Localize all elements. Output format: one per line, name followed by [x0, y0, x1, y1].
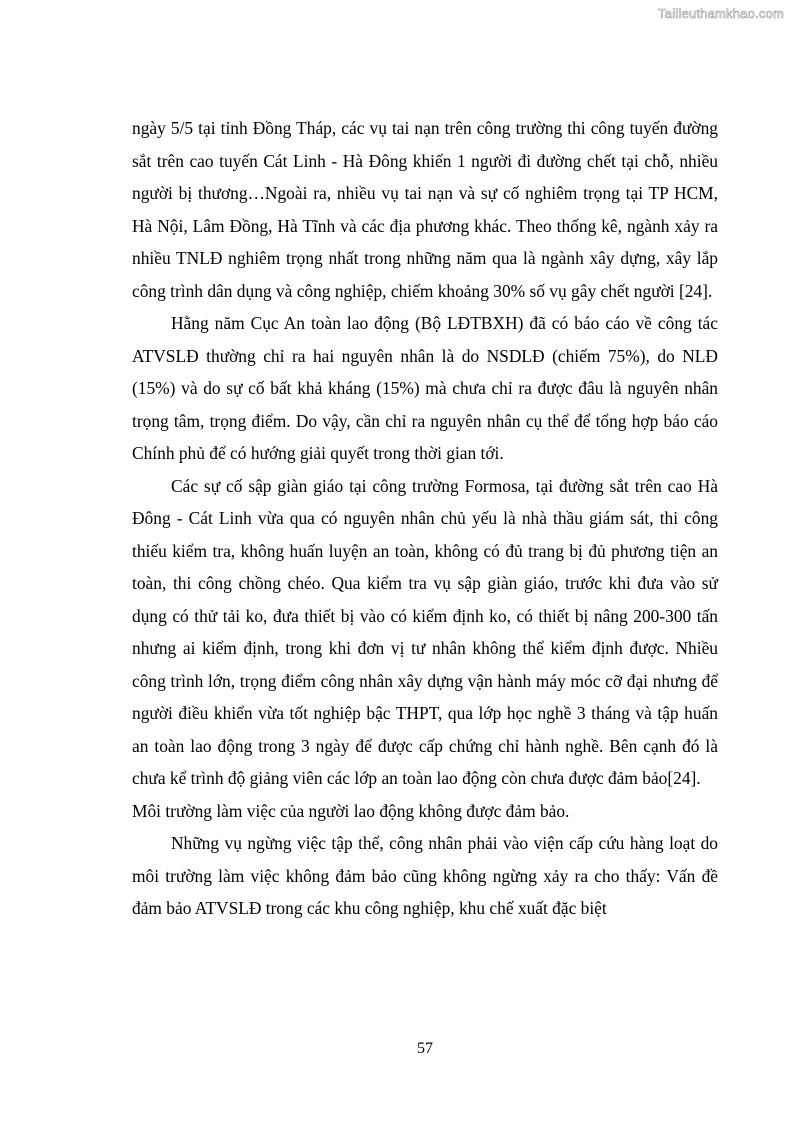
- paragraph-continuation: ngày 5/5 tại tỉnh Đồng Tháp, các vụ tai nạn trên công trường thi công tuyến đường sắt trên cao tuyến Cát Linh - Hà Đông khiến 1 người đi đường chết tại chỗ, nhiều người bị thương…Ngoài ra, nhiều vụ tai nạn và sự cố nghiêm trọng tại TP HCM, Hà Nội, Lâm Đồng, Hà Tĩnh và các địa phương khác. Theo thống kê, ngành xảy ra nhiều TNLĐ nghiêm trọng nhất trong những năm qua là ngành xây dựng, xây lắp công trình dân dụng và công nghiệp, chiếm khoảng 30% số vụ gây chết người [24].: [132, 118, 718, 301]
- page-number: 57: [417, 1040, 433, 1057]
- paragraph-scaffold-incidents: Các sự cố sập giàn giáo tại công trường Formosa, tại đường sắt trên cao Hà Đông - Cát Linh vừa qua có nguyên nhân chủ yếu là nhà thầu giám sát, thi công thiếu kiểm tra, không huấn luyện an toàn, không có đủ trang bị đủ phương tiện an toàn, thi công chồng chéo. Qua kiểm tra vụ sập giàn giáo, trước khi đưa vào sử dụng có thử tải ko, đưa thiết bị vào có kiểm định ko, có thiết bị nâng 200-300 tấn nhưng ai kiểm định, trong khi đơn vị tư nhân không thể kiểm định được. Nhiều công trình lớn, trọng điểm công nhân xây dựng vận hành máy móc cỡ đại nhưng để người điều khiển vừa tốt nghiệp bậc THPT, qua lớp học nghề 3 tháng và tập huấn an toàn lao động trong 3 ngày để được cấp chứng chỉ hành nghề. Bên cạnh đó là chưa kể trình độ giảng viên các lớp an toàn lao động còn chưa được đảm bảo[24].: [132, 475, 718, 788]
- paragraph-work-stoppages: Những vụ ngừng việc tập thể, công nhân phải vào viện cấp cứu hàng loạt do môi trường làm việc không đảm bảo cũng không ngừng xảy ra cho thấy: Vấn đề đảm bảo ATVSLĐ trong các khu công nghiệp, khu chế xuất đặc biệt: [132, 833, 718, 918]
- watermark-text: Tailieuthamkhao.com: [658, 6, 784, 21]
- document-body: [132, 112, 718, 925]
- paragraph-annual-report: Hằng năm Cục An toàn lao động (Bộ LĐTBXH) đã có báo cáo về công tác ATVSLĐ thường chỉ ra hai nguyên nhân là do NSDLĐ (chiếm 75%), do NLĐ (15%) và do sự cố bất khả kháng (15%) mà chưa chỉ ra được đâu là nguyên nhân trọng tâm, trọng điểm. Do vậy, cần chỉ ra nguyên nhân cụ thể để tổng hợp báo cáo Chính phủ để có hướng giải quyết trong thời gian tới.: [132, 313, 718, 463]
- section-heading-work-environment: Môi trường làm việc của người lao động không được đảm bảo.: [132, 800, 570, 821]
